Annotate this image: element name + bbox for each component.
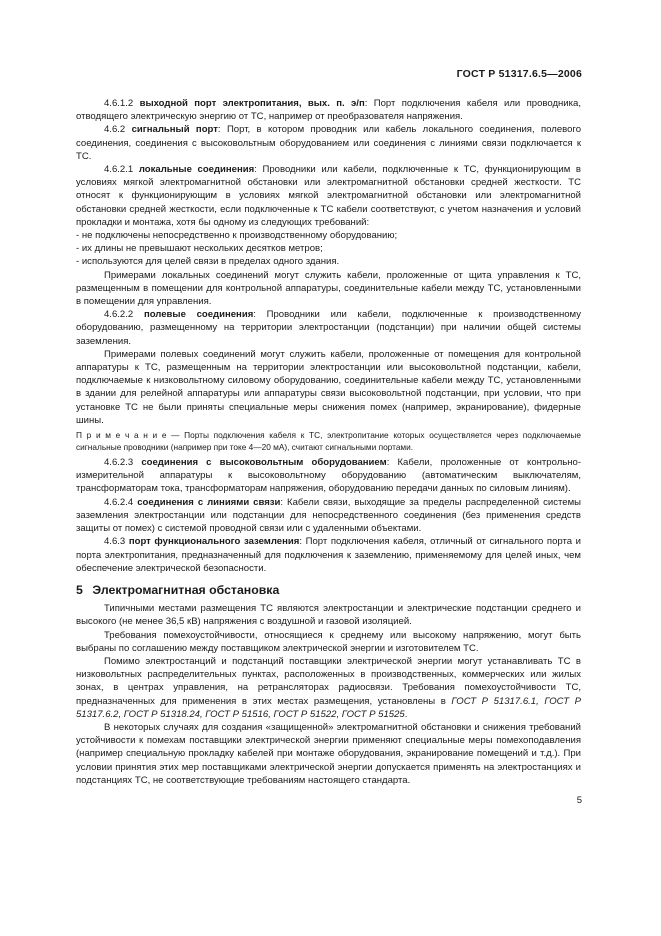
clause-number: 4.6.2.3 (104, 457, 134, 469)
clause-4-6-2-1 (76, 163, 581, 229)
section-number: 5 (76, 582, 83, 597)
paragraph: Типичными местами размещения ТС являются электростанции и электрические подстанции среднего и высокого (не менее 36,5 кВ) напряжения с воздушной и газовой изоляцией. (76, 603, 581, 628)
list-item: - не подключены непосредственно к производственному оборудованию; (76, 230, 398, 242)
definition: : Кабели, проложенные от контрольно-измерительной аппаратуры к высоковольтному оборудованию (автоматическим выключателям, трансформаторам тока, трансформаторам напряжения, оборудованию передачи данных по силовым линиям). (76, 457, 582, 495)
document-body (76, 97, 581, 787)
note-label: П р и м е ч а н и е (76, 430, 167, 441)
clause-number: 4.6.2.4 (104, 496, 134, 508)
clause-4-6-2-4 (76, 496, 581, 536)
paragraph: Требования помехоустойчивости, относящиеся к среднему или высокому напряжению, могут быть выбраны по соглашению между поставщиком электрической энергии и изготовителем ТС. (76, 629, 581, 654)
definition: : Порт подключения кабеля, отличный от сигнального порта и порта электропитания, предназначенный для подключения к заземлению, применяемому для целей иных, чем обеспечение электрической безопасности. (76, 536, 582, 574)
document-header: ГОСТ Р 51317.6.5—2006 (456, 68, 582, 80)
section-heading (76, 584, 581, 597)
term: полевые соединения (143, 309, 254, 321)
clause-number: 4.6.2.1 (104, 164, 134, 176)
clause-number: 4.6.2.2 (104, 309, 134, 321)
definition: : Проводники или кабели, подключенные к производственному оборудованию, размещенному на территории электростанции (подстанции) при наличии общей системы заземления. (76, 309, 581, 347)
clause-4-6-3 (76, 535, 581, 575)
clause-number: 4.6.3 (104, 536, 126, 548)
definition: : Порт подключения кабеля или проводника, отводящего электрическую энергию от ТС, например от преобразователя напряжения. (76, 98, 581, 123)
clause-4-6-1-2 (76, 97, 581, 123)
clause-4-6-2-3 (76, 456, 581, 496)
page-number: 5 (576, 795, 582, 806)
paragraph-text: Помимо электростанций и подстанций поставщики электрической энергии могут устанавливать ТС в низковольтных распределительных пунктах, расположенных в производственных, коммерческих или жилых зонах, в центрах управления, на ретрансляторах радиосвязи. Требования помехоустойчивости ТС, предназначенных для применения в этих местах размещения, установлены в (76, 655, 581, 707)
term: соединения с линиями связи (137, 496, 281, 508)
standard-references: ГОСТ Р 51317.6.1, ГОСТ Р 51317.6.2, ГОСТ Р 51318.24, ГОСТ Р 51516, ГОСТ Р 51522, ГОСТ Р 51525 (76, 695, 581, 720)
definition: : Проводники или кабели, подключенные к ТС, функционирующим в условиях мягкой электромагнитной обстановки или электромагнитной обстановки средней жесткости. ТС относят к функционирующим в условиях мягкой электромагнитной обстановки или электромагнитной обстановки средней жесткости, если подключенные к ТС кабели соответствуют, с учетом назначения и условий прокладки и монтажа, хотя бы одному из следующих требований: (76, 164, 581, 228)
section-title: Электромагнитная обстановка (92, 582, 280, 597)
list-item: - используются для целей связи в пределах одного здания. (76, 256, 340, 268)
note (76, 430, 581, 453)
list-item: - их длины не превышают нескольких десятков метров; (76, 243, 323, 255)
clause-number: 4.6.2 (104, 124, 126, 136)
paragraph: Примерами полевых соединений могут служить кабели, проложенные от помещения для контрольной аппаратуры к ТС, размещенным на территории электростанции или высоковольтной подстанции, кабели, подключаемые к низковольтному силовому оборудованию, соединительные кабели между ТС, установленными в здании для релейной аппаратуры или аппаратуры связи высоковольтной подстанции, при условии, что при установке ТС не были приняты специальные меры снижения помех (например, экранирование), фидерные шины. (76, 348, 581, 426)
term: локальные соединения (138, 164, 255, 176)
clause-4-6-2 (76, 123, 581, 163)
definition: : Кабели связи, выходящие за пределы распределенной системы заземления электростанции или подстанции для непосредственного соединения (без применения средств защиты от помех) с системой проводной связи или с удаленными объектами. (76, 496, 581, 535)
note-text: — Порты подключения кабеля к ТС, электропитание которых осуществляется через подключаемые сигнальные проводники (например при токе 4—20 мА), считают сигнальными портами. (76, 430, 582, 452)
definition: : Порт, в котором проводник или кабель локального соединения, полевого соединения, соединения с высоковольтным оборудованием или соединения с линиями связи подключается к ТС. (76, 124, 581, 162)
term: сигнальный порт (131, 124, 218, 136)
paragraph (76, 655, 581, 721)
term: порт функционального заземления (128, 536, 300, 548)
term: выходной порт электропитания, вых. п. э/п (139, 98, 365, 109)
paragraph-text-end: . (404, 708, 408, 720)
term: соединения с высоковольтным оборудованием (141, 457, 387, 469)
paragraph: Примерами локальных соединений могут служить кабели, проложенные от щита управления к ТС, размещенным в помещении для контрольной аппаратуры, соединительные кабели между ТС, установленными в помещении для управления. (76, 269, 581, 308)
clause-4-6-2-2 (76, 308, 581, 348)
clause-number: 4.6.1.2 (104, 98, 134, 109)
paragraph: В некоторых случаях для создания «защищенной» электромагнитной обстановки и снижения требований устойчивости к помехам поставщики электрической энергии применяют специальные меры помехоподавления (например специальную прокладку кабелей при монтаже оборудования, экранирование помещений и т.д.). При условии принятия этих мер поставщиками электрической энергии допускается применять на электростанциях и подстанциях ТС, не соответствующие требованиям настоящего стандарта. (76, 721, 581, 786)
